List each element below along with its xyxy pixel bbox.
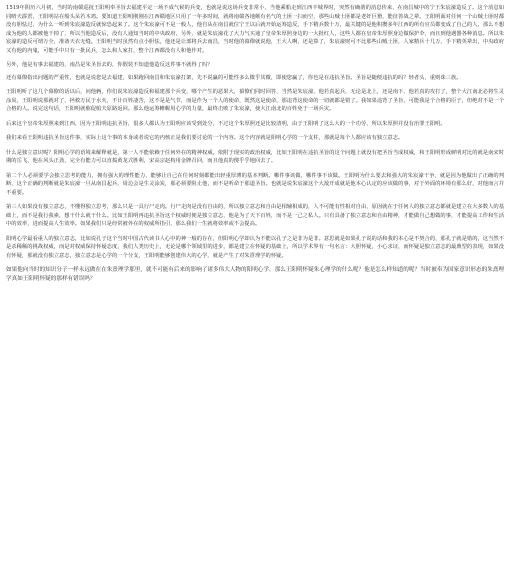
paragraph-9: 第三人如果没有独立意志，不懂得独立思考，那么只是一具行尸走肉。行尸走肉是没有自由的，所以独立意志和自由是相辅相成的，人不可能有性相对自由，原因就在于任何人的独立意志都就是建立在大多数人的基础上，而不是我行我素，想干什么就干什么。比如王阳明再违抗圣旨这个权威时便是独立意志，他是为了天下百姓，而不是一己之私人。只有具备了独立意志和自由精神，才能做自己想做的事，才能提高工作和生活中的效率，进而提高人生效率。如果我们只是经常被外在的权威所指引，那么我们一生就将效率或不会提高。 <box>6 204 504 227</box>
paragraph-6: 我们来看王阳明违抗圣旨这件事，实际上这个事的本身或者说它的内核正是我们要讨论的一个内容。这个内容就是阳明心学的一个支柱，那就是每个人都应该有独立意志。 <box>6 135 404 141</box>
paragraph-1: 1519年阴历六月初，当时的南赣巡抚王阳明奉圣旨去福建平定一场不成气候的兵变，也就是说这场兵变非常小，当他乘船走到江西丰城界时，突然有确凿的消息传来，在南昌城中的宁王朱宸濠造反了。这个消息如同晴天霹雳，王阳明站在船头呆若木鸡。要知道王阳明刚刚在江西赣地区只用了一年多时间，就将南赣各地颇有名气的土匪一扫而空，那些山贼土匪都是老奸巨猾，能征善战之辈。王阳明面对任何一个山贼土匪时都没有胆怯过，为什么一听到朱宸濠造反就惊恐起来了。这个朱宸濠可不是一般人，他自从在南昌就位宁王以后就开始运筹造反，手下精兵数十万，最关键的是他积攒多年江西的所有官员都变成了自己的人，那么不想成为他的人都被他干掉了，所以当他造反后，没有人通知当时的中央政府，另外，就是朱宸濠花了大力气买通了皇帝朱厚照身边的一大批红人，这些人都在皇帝朱厚照身边做保护伞，而且到他遇器各种消息。所以朱宸濠的造反可谓万全，准备天衣无缝。王阳明当时虽然有点小胆怯，他还是让部将兵去南昌，当时他的幕僚就说他，王大人啊，还是算了，朱宸濠财可不比那些山贼土匪，人家精兵十几万，手下精英辈出，中央政府又有他的内鬼，可能手中只有一批民兵，怎么和人家打，整个江西都没有人和他作对。 <box>6 5 504 54</box>
paragraph-8: 第二个人必须要学会独立思考的能力，拥有强大的理性能力，能够让自己在任何时刻都能出轻重厚薄的基本判断。哪件事该做，哪件事不该做。王阳明为什么要去和强大的朱宸濠干争，就是因为他做出了正确的判断，这个正确的判断就是朱宸濠一旦从南昌起兵，周边会是生灵涂炭，那必须要阻止他，而不是听命于那道圣旨。也就是说朱宸濠这个大敌开成就是他本心认定的应该做的事，对于外面的环境有那么好，对他而言并不重要。 <box>6 172 504 196</box>
paragraph-11: 如果他向当时的知识分子一样永远做在在朱熹理学那里，就不可能有后来的影响了诸多伟大人物的阳明心学。那么王阳明怀疑朱心理学的什么呢？他是怎么样知道的呢？当时被奉为国家意识形态的朱熹理学真如王阳明怀疑的那样有错误吗？ <box>6 267 504 282</box>
paragraph-3: 还有幕僚指出问题的严重性，也就是说您是去福建，如果跑回南昌和朱宸濠打架，先不说赢的可能性多么微乎其微，即使您赢了，你也是在违抗圣旨。圣旨是随便违抗的吗？轻者头，重则诛三族。 <box>6 74 462 81</box>
paragraph-5: 后来这个皇帝朱厚照来到江西，因为王阳明违抗圣旨，很多人都认为王阳明应该受到处分，不过这个朱厚照还是比较清明，由于王阳明了这么大的一个功劳，所以朱厚照并没有治罪王阳明。 <box>6 120 446 127</box>
paragraph-7: 什么是独立意识呢？阳明心学的语境来解释就是，第一人不能依赖于任何外在的精神权威，依附于现实的政治权威，比如王阳明在违抗圣旨的这个问题上就没有把圣旨当成权威，和王阳明形成鲜明对比的就是南宋时期的岳飞，他在风头正劲，完全有能力可以直捣黄龙式胜利，宋高宗赵构用金牌召回，而且他真的傻乎乎地回去了。 <box>6 149 504 164</box>
paragraph-4: 王阳明听了这几个幕僚的话以后，问他俩，你们说朱宸濠造反和福建那个兵变，哪个产生的恶果大，幕僚们同时回答，当然是朱宸濠，他若真起兵，无论是北上，还是南下，他若真的攻打了，整个大江南北必将生灵涂炭，王阳明说那就对了，拯救万民于水火，不计百姓凄苦，这不是是气节，而是作为一个人的使命，既然这是使命，那违背这使命的一切就都是错了。我如果违背了圣旨，可能我是个合格的臣子，但绝对不是一个合格的人。说完这句话，王阳明就催促船夫原路返回。那么他运筹帷幄用心学的力量，最终击败了朱宸濠，使大江南北的百姓免于一场兵灾。 <box>6 89 504 112</box>
paragraph-10: 阳明心学最看重人的独立意志，比如说孔子这个当时中国古代读书人心中的神一般的存在，但阳明心学却认为不能以孔子之是非为是非。意思就是如果孔子说的话和我的本心是不契合的，那孔子就是错的，这当然不是杀稀稀的挑战权威，而是对权威保持怀疑态度，我们人类历史上，无论是哪个领域里的进步，都是建立在怀疑的基础上，所以学术界有一句名言：大胆怀疑，小心求证，而怀疑是独立意志的最典型的表现，如果没有怀疑，那就没有独立意志，独立意志是心学的一个分支，王阳明能够创建伟大的心学，就是产生了对朱熹理学的怀疑。 <box>6 235 504 259</box>
paragraph-2: 另外，他是有事去福建的，南昌是朱圣旨去的，你假装不知道他造反这件事不就得了吗？ <box>6 62 213 68</box>
